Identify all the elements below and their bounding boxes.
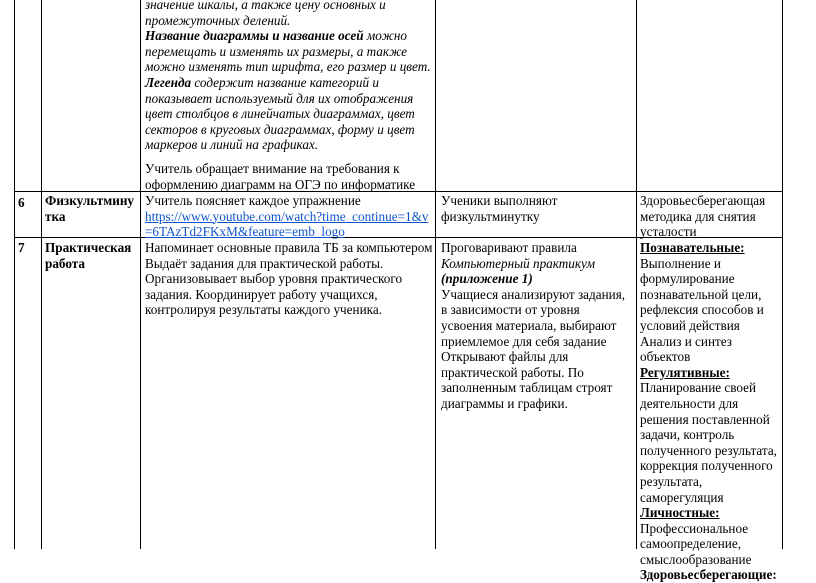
row-7-students-3: (приложение 1) [441, 271, 533, 287]
results-text-cognitive: Выполнение и формулирование познавательной цели, рефлексия способов и условий действия Анализ и синтез объектов [640, 255, 764, 365]
results-heading-personal: Личностные: [640, 505, 720, 521]
row-6-teacher-text: Учитель поясняет каждое упражнение [145, 193, 361, 208]
results-heading-health: Здоровьесберегающие: [640, 567, 777, 583]
row-7-students-cell [441, 240, 633, 412]
legend-paragraph [145, 75, 433, 153]
row-6-stage: Физкультминутка [45, 193, 135, 224]
youtube-link[interactable]: https://www.youtube.com/watch?time_continue=1&v=6TAzTd2FKxM&feature=emb_logo [145, 208, 429, 240]
chart-title-paragraph [145, 28, 433, 75]
results-heading-cognitive: Познавательные: [640, 240, 745, 255]
row-6-results: Здоровьесберегающая методика для снятия усталости [640, 193, 766, 240]
row-6-teacher-cell [145, 193, 433, 240]
row-6-students: Ученики выполняют физкультминутку [441, 193, 558, 224]
table-border-left [14, 0, 15, 549]
chart-title-label: Название диаграммы и название осей [145, 28, 364, 44]
legend-text: содержит название категорий и показывает используемый для их отображения цвет столбцов в линейчатых диаграммах, цвет секторов в круговых диаграммах, форму и цвет маркеров и линий на графиках. [145, 74, 415, 153]
scale-text: значение шкалы, а также цену основных и промежуточных делений. [145, 0, 386, 28]
teacher-note: Учитель обращает внимание на требования к оформлению диаграмм на ОГЭ по информатике [145, 161, 416, 192]
row-7-stage: Практическая работа [45, 240, 132, 271]
results-text-regulative: Планирование своей деятельности для решения поставленной задачи, контроль полученного результата, коррекция полученного результата, саморегуляция [640, 380, 777, 505]
row-7-students-4: Учащиеся анализируют задания, в зависимости от уровня усвоения материала, выбирают приемлемое для себя задание Открывают файлы для практической работы. По заполненным таблицам строят диаграммы и графики. [441, 286, 626, 411]
row-7-students-2: Компьютерный практикум [441, 255, 595, 271]
legend-label: Легенда [145, 74, 192, 90]
row-7-students-1: Проговаривают правила [441, 240, 577, 255]
row-7-results-cell [640, 240, 780, 583]
table-border-col5 [636, 0, 637, 549]
chart-title-text: можно перемещать и изменять их размеры, а также можно изменять тип шрифта, его размер и цвет. [145, 28, 431, 75]
table-border-col3 [140, 0, 141, 549]
row-continued-teacher-cell [145, 0, 433, 153]
table-border-col2 [41, 0, 42, 549]
results-heading-regulative: Регулятивные: [640, 364, 730, 380]
table-border-col4 [435, 0, 436, 549]
row-7-teacher: Напоминает основные правила ТБ за компьютером Выдаёт задания для практической работы. Организовывает выбор уровня практического задания. Координирует работу учащихся, контролируя результаты каждого ученика. [145, 240, 433, 318]
table-border-right [782, 0, 783, 549]
row-6-number: 6 [18, 195, 25, 210]
row-7-number: 7 [18, 240, 25, 255]
results-text-personal: Профессиональное самоопределение, смыслообразование [640, 520, 752, 567]
